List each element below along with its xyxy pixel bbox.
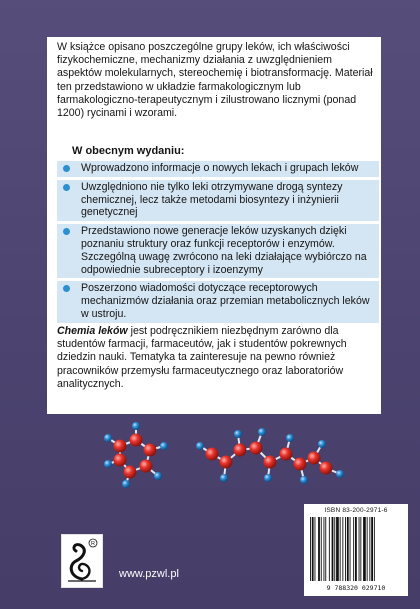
bullet-dot-icon <box>63 184 70 191</box>
bullet-dot-icon <box>63 165 70 172</box>
barcode-label <box>304 504 408 596</box>
list-item <box>57 161 379 177</box>
edition-list <box>57 161 379 326</box>
publisher-logo <box>61 534 103 588</box>
svg-text:R: R <box>91 541 95 548</box>
list-item <box>57 281 379 322</box>
list-item-text: Uwzględniono nie tylko leki otrzymywane drogą syntezy chemicznej, lecz także metodami biosyntezy i inżynierii genetycznej <box>81 180 343 219</box>
list-item <box>57 180 379 221</box>
publisher-website: www.pzwl.pl <box>119 568 179 580</box>
isbn-text: ISBN 83-200-2971-6 <box>324 507 388 514</box>
intro-text: W książce opisano poszczególne grupy leków, ich właściwości fizykochemiczne, mechanizmy działania z uwzględnieniem aspektów molekularnych, stereochemię i biotransformację. Materiał ten przedstawiono w układzie farmakologicznym lub farmakologiczno-terapeutycznym i zilustrowano licznymi (ponad 1200) rycinami i wzorami. <box>57 41 373 120</box>
list-item-text: Wprowadzono informacje o nowych lekach i grupach leków <box>81 162 359 174</box>
barcode-bars-icon <box>308 517 404 583</box>
book-title: Chemia leków <box>57 325 128 337</box>
bullet-dot-icon <box>63 285 70 292</box>
barcode-digits: 9 788320 029710 <box>326 584 386 592</box>
molecule-models-illustration <box>100 418 360 488</box>
list-item <box>57 224 379 278</box>
edition-heading: W obecnym wydaniu: <box>72 145 185 157</box>
bullet-dot-icon <box>63 228 70 235</box>
list-item-text: Przedstawiono nowe generacje leków uzyskanych dzięki poznaniu struktury oraz funkcji receptorów i enzymów. Szczególną uwagę zwrócono na leki działające wybiórczo na odpowiednie subreceptory i izoenzymy <box>81 225 367 276</box>
summary-body: jest podręcznikiem niezbędnym zarówno dla studentów farmacji, farmaceutów, jak i studentów pokrewnych dziedzin nauki. Tematyka ta zainteresuje na pewno również pracowników przemysłu farmaceutycznego oraz laboratoriów analitycznych. <box>57 325 347 390</box>
molecule-right-atoms <box>196 428 344 484</box>
list-item-text: Poszerzono wiadomości dotyczące receptorowych mechanizmów działania oraz przemian metabolicznych leków w ustroju. <box>81 282 370 320</box>
summary-text <box>57 325 379 391</box>
snake-logo-icon <box>62 535 102 587</box>
